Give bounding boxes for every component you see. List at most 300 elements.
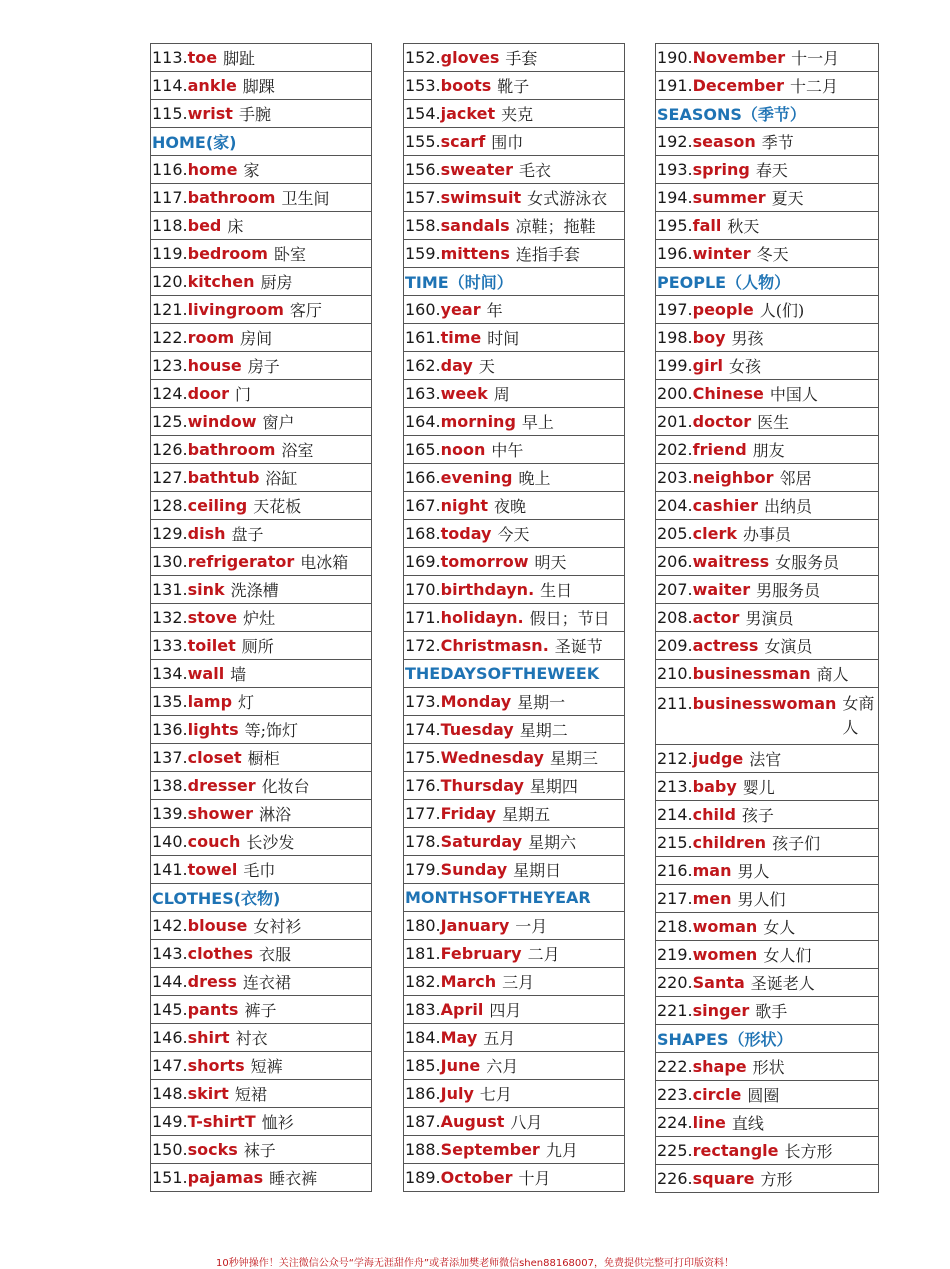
entry-number: 213. <box>657 777 693 796</box>
entry-number: 188. <box>405 1140 441 1159</box>
chinese-meaning: 夹克 <box>501 105 534 124</box>
entry-number: 222. <box>657 1057 693 1076</box>
entry-number: 146. <box>152 1028 188 1047</box>
entry-number: 166. <box>405 468 441 487</box>
vocab-row <box>656 1137 878 1165</box>
entry-number: 142. <box>152 916 188 935</box>
vocab-row <box>404 576 624 604</box>
entry-number: 114. <box>152 76 188 95</box>
chinese-meaning: 生日 <box>540 581 573 600</box>
entry-number: 154. <box>405 104 441 123</box>
vocab-row <box>404 940 624 968</box>
chinese-meaning: 墙 <box>230 665 247 684</box>
vocab-row <box>404 1164 624 1192</box>
section-heading-label: SHAPES（形状） <box>657 1030 793 1049</box>
entry-number: 139. <box>152 804 188 823</box>
entry-number: 128. <box>152 496 188 515</box>
vocab-row <box>151 1136 371 1164</box>
english-word: April <box>440 1000 484 1019</box>
english-word: bathroom <box>187 440 276 459</box>
entry-number: 180. <box>405 916 441 935</box>
chinese-meaning: 浴室 <box>281 441 314 460</box>
english-word: livingroom <box>187 300 284 319</box>
english-word: wall <box>187 664 225 683</box>
section-heading-label: MONTHSOFTHEYEAR <box>405 888 591 907</box>
entry-number: 190. <box>657 48 693 67</box>
english-word: businesswoman <box>692 694 837 713</box>
entry-number: 185. <box>405 1056 441 1075</box>
entry-number: 174. <box>405 720 441 739</box>
section-heading <box>656 1025 878 1053</box>
vocab-row <box>404 996 624 1024</box>
english-word: kitchen <box>187 272 255 291</box>
english-word: child <box>692 805 736 824</box>
english-word: shower <box>187 804 254 823</box>
english-word: season <box>692 132 756 151</box>
vocab-row <box>151 1080 371 1108</box>
vocab-row <box>404 548 624 576</box>
vocab-row <box>404 492 624 520</box>
chinese-meaning: 春天 <box>755 161 788 180</box>
vocab-row <box>404 184 624 212</box>
chinese-meaning: 男人们 <box>737 890 786 909</box>
chinese-meaning: 邻居 <box>779 469 812 488</box>
chinese-meaning: 星期六 <box>528 833 577 852</box>
vocab-row <box>656 801 878 829</box>
vocab-column-3 <box>655 43 879 1193</box>
vocab-row <box>404 44 624 72</box>
vocab-row <box>656 156 878 184</box>
vocab-row <box>404 1108 624 1136</box>
entry-number: 206. <box>657 552 693 571</box>
entry-number: 183. <box>405 1000 441 1019</box>
vocab-row <box>151 940 371 968</box>
chinese-meaning: 十二月 <box>789 77 838 96</box>
vocab-row <box>656 660 878 688</box>
chinese-meaning: 靴子 <box>497 77 530 96</box>
english-word: baby <box>692 777 737 796</box>
entry-number: 122. <box>152 328 188 347</box>
entry-number: 200. <box>657 384 693 403</box>
chinese-meaning: 恤衫 <box>261 1113 294 1132</box>
entry-number: 212. <box>657 749 693 768</box>
chinese-meaning: 中国人 <box>769 385 818 404</box>
vocab-row <box>404 1024 624 1052</box>
chinese-meaning: 等;饰灯 <box>244 721 299 740</box>
chinese-meaning: 淋浴 <box>259 805 292 824</box>
chinese-meaning: 七月 <box>479 1085 512 1104</box>
entry-number: 148. <box>152 1084 188 1103</box>
entry-number: 115. <box>152 104 188 123</box>
entry-number: 134. <box>152 664 188 683</box>
vocab-row <box>151 1024 371 1052</box>
entry-number: 123. <box>152 356 188 375</box>
chinese-meaning: 圣诞老人 <box>750 974 815 993</box>
entry-number: 186. <box>405 1084 441 1103</box>
vocab-row <box>656 745 878 773</box>
vocab-row <box>656 408 878 436</box>
english-word: women <box>692 945 758 964</box>
entry-number: 177. <box>405 804 441 823</box>
entry-number: 224. <box>657 1113 693 1132</box>
entry-number: 152. <box>405 48 441 67</box>
vocab-row <box>656 464 878 492</box>
vocab-row <box>151 184 371 212</box>
vocab-row <box>151 352 371 380</box>
english-word: noon <box>440 440 486 459</box>
english-word: door <box>187 384 229 403</box>
entry-number: 165. <box>405 440 441 459</box>
english-word: sink <box>187 580 225 599</box>
entry-number: 113. <box>152 48 188 67</box>
chinese-meaning: 脚趾 <box>223 49 256 68</box>
entry-number: 120. <box>152 272 188 291</box>
section-heading-label: PEOPLE（人物） <box>657 273 791 292</box>
entry-number: 156. <box>405 160 441 179</box>
vocab-row <box>656 324 878 352</box>
section-heading <box>151 884 371 912</box>
english-word: bathtub <box>187 468 260 487</box>
vocab-row <box>151 744 371 772</box>
english-word: shorts <box>187 1056 245 1075</box>
english-word: morning <box>440 412 516 431</box>
chinese-meaning: 办事员 <box>742 525 791 544</box>
vocab-row <box>656 941 878 969</box>
english-word: ankle <box>187 76 237 95</box>
chinese-meaning: 歌手 <box>755 1002 788 1021</box>
english-word: sweater <box>440 160 513 179</box>
english-word: children <box>692 833 767 852</box>
entry-number: 209. <box>657 636 693 655</box>
english-word: January <box>440 916 510 935</box>
english-word: birthdayn. <box>440 580 535 599</box>
vocab-row <box>404 856 624 884</box>
chinese-meaning: 围巾 <box>491 133 524 152</box>
english-word: lamp <box>187 692 233 711</box>
entry-number: 197. <box>657 300 693 319</box>
english-word: refrigerator <box>187 552 295 571</box>
chinese-meaning: 袜子 <box>243 1141 276 1160</box>
vocab-row <box>656 1053 878 1081</box>
vocab-row <box>656 44 878 72</box>
entry-number: 136. <box>152 720 188 739</box>
chinese-meaning: 连指手套 <box>515 245 580 264</box>
english-word: week <box>440 384 488 403</box>
english-word: Tuesday <box>440 720 514 739</box>
english-word: square <box>692 1169 755 1188</box>
chinese-meaning: 窗户 <box>262 413 295 432</box>
english-word: Santa <box>692 973 745 992</box>
vocab-row <box>656 913 878 941</box>
chinese-meaning: 八月 <box>510 1113 543 1132</box>
chinese-meaning: 星期日 <box>513 861 562 880</box>
chinese-meaning: 星期五 <box>502 805 551 824</box>
chinese-meaning: 五月 <box>483 1029 516 1048</box>
english-word: bedroom <box>187 244 268 263</box>
chinese-meaning: 电冰箱 <box>300 553 349 572</box>
english-word: December <box>692 76 784 95</box>
english-word: boy <box>692 328 726 347</box>
entry-number: 220. <box>657 973 693 992</box>
entry-number: 158. <box>405 216 441 235</box>
entry-number: 204. <box>657 496 693 515</box>
chinese-meaning: 明天 <box>534 553 567 572</box>
section-heading <box>656 268 878 296</box>
chinese-meaning: 季节 <box>761 133 794 152</box>
entry-number: 211. <box>657 694 693 713</box>
english-word: couch <box>187 832 241 851</box>
section-heading <box>404 884 624 912</box>
entry-number: 170. <box>405 580 441 599</box>
entry-number: 219. <box>657 945 693 964</box>
chinese-meaning: 夏天 <box>771 189 804 208</box>
entry-number: 214. <box>657 805 693 824</box>
english-word: judge <box>692 749 744 768</box>
vocab-row <box>151 296 371 324</box>
vocab-row <box>151 548 371 576</box>
entry-number: 135. <box>152 692 188 711</box>
entry-number: 121. <box>152 300 188 319</box>
chinese-meaning: 长沙发 <box>246 833 295 852</box>
entry-number: 141. <box>152 860 188 879</box>
chinese-meaning: 朋友 <box>752 441 785 460</box>
entry-number: 137. <box>152 748 188 767</box>
chinese-meaning: 六月 <box>486 1057 519 1076</box>
vocab-row <box>151 576 371 604</box>
english-word: toe <box>187 48 218 67</box>
english-word: Chinese <box>692 384 764 403</box>
chinese-meaning: 星期一 <box>517 693 566 712</box>
chinese-meaning: 厕所 <box>241 637 274 656</box>
english-word: closet <box>187 748 242 767</box>
vocab-row <box>151 1108 371 1136</box>
chinese-meaning: 短裙 <box>234 1085 267 1104</box>
chinese-meaning: 方形 <box>760 1170 793 1189</box>
chinese-meaning: 家 <box>243 161 260 180</box>
vocab-row <box>656 240 878 268</box>
vocab-row <box>404 632 624 660</box>
entry-number: 217. <box>657 889 693 908</box>
vocab-row <box>404 1052 624 1080</box>
vocab-row <box>151 380 371 408</box>
entry-number: 195. <box>657 216 693 235</box>
chinese-meaning: 星期三 <box>549 749 598 768</box>
vocab-row <box>656 576 878 604</box>
vocab-row <box>656 632 878 660</box>
entry-number: 173. <box>405 692 441 711</box>
english-word: doctor <box>692 412 752 431</box>
entry-number: 223. <box>657 1085 693 1104</box>
entry-number: 201. <box>657 412 693 431</box>
chinese-meaning: 手腕 <box>238 105 271 124</box>
english-word: tomorrow <box>440 552 529 571</box>
vocab-row <box>151 828 371 856</box>
vocab-column-1 <box>150 43 372 1192</box>
entry-number: 215. <box>657 833 693 852</box>
entry-number: 210. <box>657 664 693 683</box>
english-word: September <box>440 1140 540 1159</box>
english-word: men <box>692 889 732 908</box>
english-word: July <box>440 1084 474 1103</box>
entry-number: 162. <box>405 356 441 375</box>
chinese-meaning: 商人 <box>816 665 849 684</box>
english-word: girl <box>692 356 723 375</box>
english-word: ceiling <box>187 496 248 515</box>
english-word: woman <box>692 917 758 936</box>
entry-number: 167. <box>405 496 441 515</box>
vocab-row <box>404 464 624 492</box>
vocab-row <box>404 716 624 744</box>
entry-number: 131. <box>152 580 188 599</box>
english-word: actor <box>692 608 740 627</box>
vocab-row <box>404 744 624 772</box>
vocab-row <box>151 1164 371 1192</box>
english-word: room <box>187 328 235 347</box>
vocab-row <box>404 212 624 240</box>
chinese-meaning: 门 <box>234 385 251 404</box>
chinese-meaning: 秋天 <box>727 217 760 236</box>
chinese-meaning: 直线 <box>731 1114 764 1133</box>
entry-number: 171. <box>405 608 441 627</box>
vocab-row <box>151 772 371 800</box>
section-heading <box>404 268 624 296</box>
english-word: boots <box>440 76 492 95</box>
english-word: today <box>440 524 492 543</box>
chinese-meaning: 女衬衫 <box>253 917 302 936</box>
chinese-meaning: 婴儿 <box>742 778 775 797</box>
chinese-meaning: 圆圈 <box>747 1086 780 1105</box>
chinese-meaning: 女人们 <box>763 946 812 965</box>
chinese-meaning: 灯 <box>238 693 255 712</box>
vocab-row <box>656 604 878 632</box>
entry-number: 132. <box>152 608 188 627</box>
english-word: Friday <box>440 804 497 823</box>
vocab-row <box>656 1165 878 1193</box>
entry-number: 196. <box>657 244 693 263</box>
vocab-row <box>404 72 624 100</box>
english-word: waiter <box>692 580 751 599</box>
entry-number: 138. <box>152 776 188 795</box>
entry-number: 127. <box>152 468 188 487</box>
section-heading-label: THEDAYSOFTHEWEEK <box>405 664 600 683</box>
english-word: circle <box>692 1085 742 1104</box>
vocab-row <box>151 268 371 296</box>
entry-number: 151. <box>152 1168 188 1187</box>
vocab-row <box>656 212 878 240</box>
vocab-row <box>151 632 371 660</box>
vocab-row <box>151 912 371 940</box>
chinese-meaning: 毛巾 <box>243 861 276 880</box>
chinese-meaning: 毛衣 <box>518 161 551 180</box>
vocab-row <box>656 184 878 212</box>
vocab-row <box>151 1052 371 1080</box>
section-heading-label: TIME（时间） <box>405 273 513 292</box>
entry-number: 194. <box>657 188 693 207</box>
chinese-meaning: 长方形 <box>784 1142 833 1161</box>
chinese-meaning: 女商人 <box>842 694 875 737</box>
vocab-row <box>151 44 371 72</box>
vocab-row <box>656 520 878 548</box>
english-word: clothes <box>187 944 253 963</box>
english-word: dresser <box>187 776 256 795</box>
footer-note: 10秒钟操作！关注微信公众号“学海无涯甜作舟”或者添加樊老师微信shen88168007，免费提供完整可打印版资料！ <box>215 1258 735 1269</box>
english-word: rectangle <box>692 1141 779 1160</box>
chinese-meaning: 一月 <box>515 917 548 936</box>
vocab-row <box>404 1136 624 1164</box>
vocab-row <box>656 885 878 913</box>
vocab-row <box>656 128 878 156</box>
chinese-meaning: 人(们) <box>759 301 805 320</box>
vocab-row <box>656 72 878 100</box>
chinese-meaning: 裤子 <box>244 1001 277 1020</box>
vocab-row <box>404 688 624 716</box>
english-word: pajamas <box>187 1168 264 1187</box>
english-word: man <box>692 861 732 880</box>
vocab-row <box>656 1109 878 1137</box>
entry-number: 117. <box>152 188 188 207</box>
chinese-meaning: 天 <box>478 357 495 376</box>
vocab-row <box>404 912 624 940</box>
entry-number: 208. <box>657 608 693 627</box>
entry-number: 143. <box>152 944 188 963</box>
chinese-meaning: 中午 <box>491 441 524 460</box>
vocab-row <box>404 240 624 268</box>
vocab-row <box>151 408 371 436</box>
vocab-row <box>151 464 371 492</box>
english-word: towel <box>187 860 238 879</box>
vocab-row <box>404 296 624 324</box>
vocab-row <box>656 380 878 408</box>
english-word: businessman <box>692 664 811 683</box>
english-word: March <box>440 972 497 991</box>
english-word: November <box>692 48 786 67</box>
english-word: cashier <box>692 496 759 515</box>
chinese-meaning: 周 <box>493 385 510 404</box>
english-word: swimsuit <box>440 188 522 207</box>
english-word: winter <box>692 244 751 263</box>
entry-number: 124. <box>152 384 188 403</box>
chinese-meaning: 橱柜 <box>247 749 280 768</box>
chinese-meaning: 女服务员 <box>775 553 840 572</box>
english-word: June <box>440 1056 481 1075</box>
chinese-meaning: 衬衣 <box>235 1029 268 1048</box>
english-word: Sunday <box>440 860 508 879</box>
english-word: evening <box>440 468 513 487</box>
chinese-meaning: 星期二 <box>519 721 568 740</box>
chinese-meaning: 假日；节日 <box>529 609 610 628</box>
english-word: Saturday <box>440 832 523 851</box>
english-word: dish <box>187 524 226 543</box>
vocab-row <box>151 716 371 744</box>
english-word: May <box>440 1028 478 1047</box>
vocab-row <box>404 604 624 632</box>
section-heading <box>656 100 878 128</box>
english-word: home <box>187 160 238 179</box>
entry-number: 164. <box>405 412 441 431</box>
chinese-meaning: 化妆台 <box>261 777 310 796</box>
entry-number: 147. <box>152 1056 188 1075</box>
english-word: spring <box>692 160 750 179</box>
entry-number: 207. <box>657 580 693 599</box>
entry-number: 176. <box>405 776 441 795</box>
chinese-meaning: 九月 <box>545 1141 578 1160</box>
section-heading-label: SEASONS（季节） <box>657 105 806 124</box>
vocab-row <box>656 857 878 885</box>
vocab-row <box>656 969 878 997</box>
entry-number: 149. <box>152 1112 188 1131</box>
chinese-meaning: 连衣裙 <box>242 973 291 992</box>
entry-number: 187. <box>405 1112 441 1131</box>
